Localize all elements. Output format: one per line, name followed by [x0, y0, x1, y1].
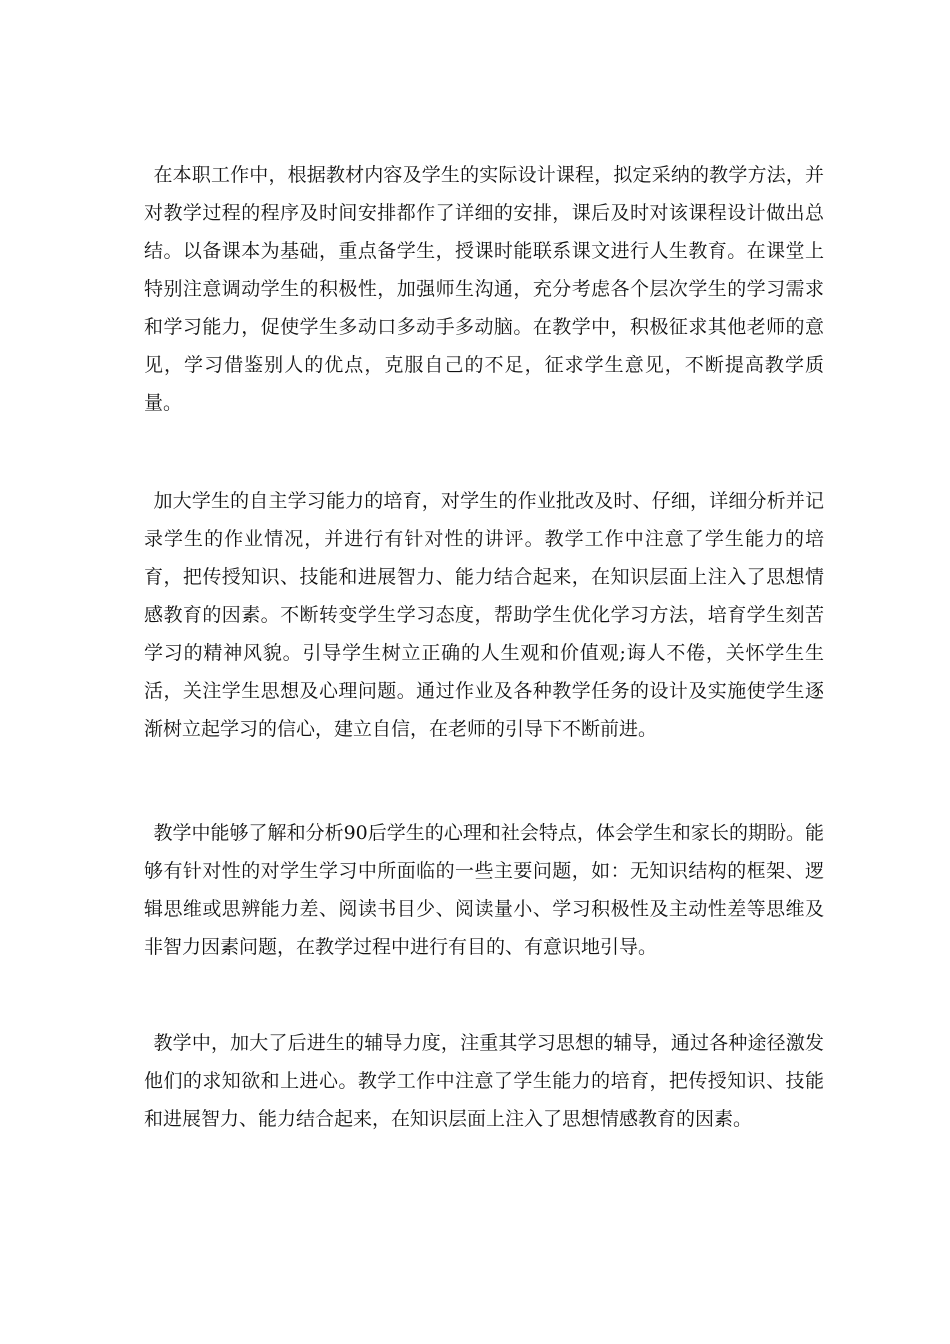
paragraph-teaching-methods: 在本职工作中，根据教材内容及学生的实际设计课程，拟定采纳的教学方法，并对教学过程的程序及时间安排都作了详细的安排，课后及时对该课程设计做出总结。以备课本为基础，重点备学生，授课时能联系课文进行人生教育。在课堂上特别注意调动学生的积极性，加强师生沟通，充分考虑各个层次学生的学习需求和学习能力，促使学生多动口多动手多动脑。在教学中，积极征求其他老师的意见，学习借鉴别人的优点，克服自己的不足，征求学生意见，不断提高教学质量。: [144, 164, 824, 414]
paragraph-student-psychology: 教学中能够了解和分析90后学生的心理和社会特点，体会学生和家长的期盼。能够有针对性的对学生学习中所面临的一些主要问题，如：无知识结构的框架、逻辑思维或思辨能力差、阅读书目少、阅读量小、学习积极性及主动性差等思维及非智力因素问题，在教学过程中进行有目的、有意识地引导。: [144, 822, 824, 958]
paragraph-self-study-ability: 加大学生的自主学习能力的培育，对学生的作业批改及时、仔细，详细分析并记录学生的作业情况，并进行有针对性的讲评。教学工作中注意了学生能力的培育，把传授知识、技能和进展智力、能力结合起来，在知识层面上注入了思想情感教育的因素。不断转变学生学习态度，帮助学生优化学习方法，培育学生刻苦学习的精神风貌。引导学生树立正确的人生观和价值观;诲人不倦，关怀学生生活，关注学生思想及心理问题。通过作业及各种教学任务的设计及实施使学生逐渐树立起学习的信心，建立自信，在老师的引导下不断前进。: [144, 490, 824, 740]
paragraph-struggling-students: 教学中，加大了后进生的辅导力度，注重其学习思想的辅导，通过各种途径激发他们的求知欲和上进心。教学工作中注意了学生能力的培育，把传授知识、技能和进展智力、能力结合起来，在知识层面上注入了思想情感教育的因素。: [144, 1032, 824, 1130]
